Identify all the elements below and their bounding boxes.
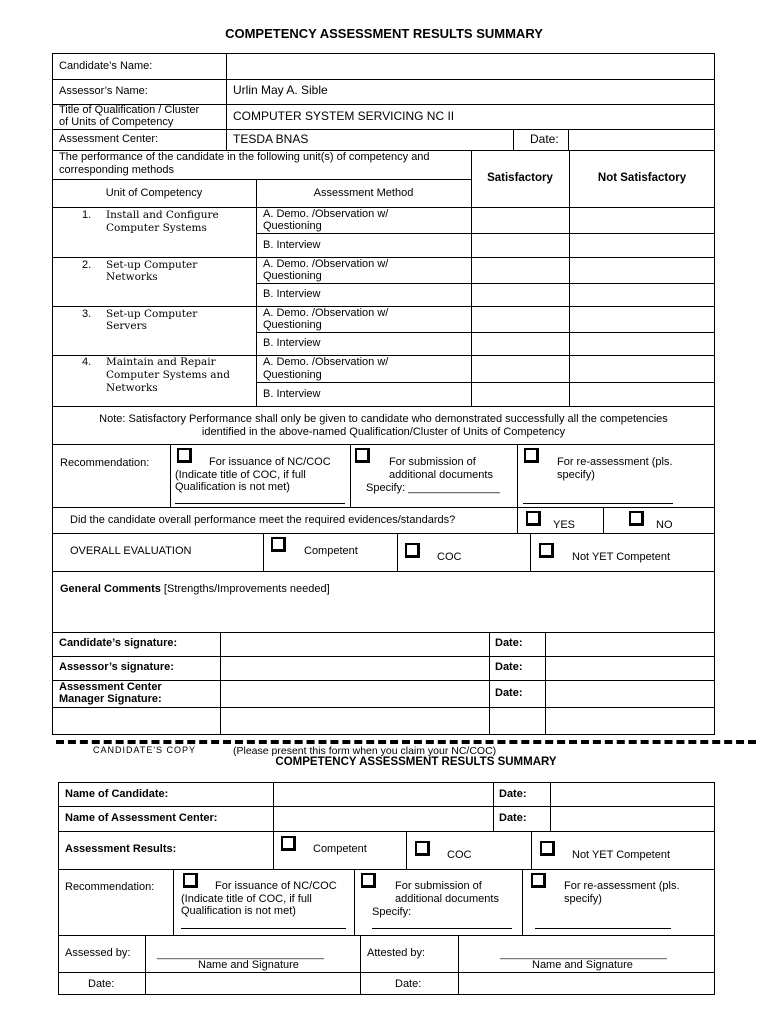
unit-2-num: 2. bbox=[82, 259, 92, 271]
method-a-4-q: Questioning bbox=[263, 369, 322, 381]
page-title: COMPETENCY ASSESSMENT RESULTS SUMMARY bbox=[225, 26, 543, 41]
issuance-text-3: Qualification is not met) bbox=[175, 481, 290, 493]
method-a-3-q: Questioning bbox=[263, 319, 322, 331]
copy-submission-checkbox[interactable] bbox=[361, 873, 376, 888]
copy-date-1: Date: bbox=[499, 788, 527, 800]
general-comments-bold: General Comments bbox=[60, 583, 161, 595]
coc-label: COC bbox=[437, 551, 462, 563]
col-method: Assessment Method bbox=[313, 187, 414, 199]
copy-coc-label: COC bbox=[447, 849, 472, 861]
attested-by-label: Attested by: bbox=[367, 947, 426, 959]
center-label: Assessment Center: bbox=[59, 133, 159, 145]
copy-date-attested: Date: bbox=[395, 978, 422, 990]
method-a-2-q: Questioning bbox=[263, 270, 322, 282]
assessed-by-label: Assessed by: bbox=[65, 947, 131, 959]
copy-date-2: Date: bbox=[499, 812, 527, 824]
issuance-text-2: (Indicate title of COC, if full bbox=[175, 469, 306, 481]
date-label: Date: bbox=[530, 132, 559, 146]
attested-by-line[interactable]: ______________________________ bbox=[500, 949, 667, 960]
method-a-2: A. Demo. /Observation w/ bbox=[263, 258, 389, 270]
evidence-question: Did the candidate overall performance meet the required evidences/standards? bbox=[70, 514, 456, 526]
copy-issuance-text-1: For issuance of NC/COC bbox=[215, 880, 337, 892]
method-a-3: A. Demo. /Observation w/ bbox=[263, 307, 389, 319]
coc-checkbox[interactable] bbox=[405, 543, 420, 558]
copy-reassess-text-1: For re-assessment (pls. bbox=[564, 880, 680, 892]
copy-coc-checkbox[interactable] bbox=[415, 841, 430, 856]
performance-text-2: corresponding methods bbox=[59, 164, 174, 176]
copy-submission-text-2: additional documents bbox=[395, 893, 499, 905]
assessed-by-line[interactable]: ______________________________ bbox=[157, 949, 324, 960]
method-a-1: A. Demo. /Observation w/ bbox=[263, 208, 389, 220]
candidate-signature-label: Candidate’s signature: bbox=[59, 637, 178, 649]
note-text-2: identified in the above-named Qualification/Cluster of Units of Competency bbox=[201, 426, 566, 438]
candidate-name-label: Candidate’s Name: bbox=[59, 60, 153, 72]
manager-signature-label-2: Manager Signature: bbox=[59, 693, 162, 705]
copy-recommendation-label: Recommendation: bbox=[65, 881, 155, 893]
method-b-4: B. Interview bbox=[263, 388, 321, 400]
candidates-copy-label: CANDIDATE'S COPY bbox=[93, 745, 197, 755]
performance-text: The performance of the candidate in the following unit(s) of competency and bbox=[59, 151, 430, 163]
unit-2-line-1: Set-up Computer bbox=[106, 259, 198, 271]
present-note: (Please present this form when you claim your NC/COC) bbox=[233, 745, 497, 757]
submission-text-3[interactable]: Specify: _______________ bbox=[366, 482, 500, 494]
qualification-label: Title of Qualification / Cluster bbox=[59, 104, 200, 116]
col-not-satisfactory: Not Satisfactory bbox=[597, 172, 687, 184]
qualification-value[interactable]: COMPUTER SYSTEM SERVICING NC II bbox=[233, 109, 455, 123]
assessor-name-value[interactable]: Urlin May A. Sible bbox=[233, 83, 328, 97]
copy-name-center: Name of Assessment Center: bbox=[65, 812, 218, 824]
copy-results-label: Assessment Results: bbox=[65, 843, 177, 855]
reassess-text-1: For re-assessment (pls. bbox=[557, 456, 673, 468]
unit-3-line-2: Servers bbox=[106, 320, 147, 332]
reassess-text-2: specify) bbox=[557, 469, 595, 481]
copy-date-assessed: Date: bbox=[88, 978, 115, 990]
note-text: Note: Satisfactory Performance shall only be given to candidate who demonstrated successfully all the competencies bbox=[99, 413, 668, 425]
unit-2-line-2: Networks bbox=[106, 271, 158, 283]
method-a-4: A. Demo. /Observation w/ bbox=[263, 356, 389, 368]
yes-label: YES bbox=[553, 519, 576, 531]
assessor-name-label: Assessor’s Name: bbox=[59, 85, 148, 97]
unit-1-line-1: Install and Configure bbox=[106, 209, 219, 221]
copy-competent-label: Competent bbox=[313, 843, 367, 855]
reassess-checkbox[interactable] bbox=[524, 448, 539, 463]
attested-by-caption: Name and Signature bbox=[532, 959, 633, 971]
unit-1-line-2: Computer Systems bbox=[106, 222, 207, 234]
copy-not-yet-label: Not YET Competent bbox=[572, 849, 671, 861]
cut-line bbox=[56, 740, 756, 744]
manager-signature-date: Date: bbox=[495, 687, 523, 699]
copy-issuance-text-2: (Indicate title of COC, if full bbox=[181, 893, 312, 905]
not-yet-label: Not YET Competent bbox=[572, 551, 671, 563]
no-checkbox[interactable] bbox=[629, 511, 644, 526]
method-b-2: B. Interview bbox=[263, 288, 321, 300]
competent-checkbox[interactable] bbox=[271, 537, 286, 552]
submission-checkbox[interactable] bbox=[355, 448, 370, 463]
unit-3-line-1: Set-up Computer bbox=[106, 308, 198, 320]
submission-text-2: additional documents bbox=[389, 469, 493, 481]
unit-4-num: 4. bbox=[82, 356, 92, 368]
copy-competent-checkbox[interactable] bbox=[281, 836, 296, 851]
submission-text-1: For submission of bbox=[389, 456, 476, 468]
method-b-1: B. Interview bbox=[263, 239, 321, 251]
unit-4-line-2: Computer Systems and bbox=[106, 369, 230, 381]
copy-not-yet-checkbox[interactable] bbox=[540, 841, 555, 856]
copy-issuance-text-3: Qualification is not met) bbox=[181, 905, 296, 917]
issuance-text-1: For issuance of NC/COC bbox=[209, 456, 331, 468]
unit-4-line-1: Maintain and Repair bbox=[106, 356, 216, 368]
copy-name-candidate: Name of Candidate: bbox=[65, 788, 169, 800]
copy-reassess-text-2: specify) bbox=[564, 893, 602, 905]
col-unit: Unit of Competency bbox=[105, 187, 203, 199]
copy-submission-text-3[interactable]: Specify: bbox=[372, 906, 412, 918]
competent-label: Competent bbox=[304, 545, 358, 557]
assessed-by-caption: Name and Signature bbox=[198, 959, 299, 971]
qualification-label-2: of Units of Competency bbox=[59, 116, 174, 128]
candidate-signature-date: Date: bbox=[495, 637, 523, 649]
general-comments-label bbox=[60, 583, 330, 596]
method-b-3: B. Interview bbox=[263, 337, 321, 349]
copy-issuance-checkbox[interactable] bbox=[183, 873, 198, 888]
copy-reassess-checkbox[interactable] bbox=[531, 873, 546, 888]
overall-label: OVERALL EVALUATION bbox=[70, 545, 192, 557]
assessor-signature-date: Date: bbox=[495, 661, 523, 673]
manager-signature-label: Assessment Center bbox=[59, 681, 162, 693]
unit-1-num: 1. bbox=[82, 209, 92, 221]
assessor-signature-label: Assessor’s signature: bbox=[59, 661, 174, 673]
method-a-1-q: Questioning bbox=[263, 220, 322, 232]
issuance-checkbox[interactable] bbox=[177, 448, 192, 463]
not-yet-checkbox[interactable] bbox=[539, 543, 554, 558]
col-satisfactory: Satisfactory bbox=[487, 172, 553, 184]
copy-title: COMPETENCY ASSESSMENT RESULTS SUMMARY bbox=[275, 756, 557, 768]
yes-checkbox[interactable] bbox=[526, 511, 541, 526]
center-value[interactable]: TESDA BNAS bbox=[233, 132, 309, 146]
general-comments-rest: [Strengths/Improvements needed] bbox=[160, 583, 330, 595]
no-label: NO bbox=[656, 519, 673, 531]
unit-4-line-3: Networks bbox=[106, 382, 158, 394]
copy-submission-text-1: For submission of bbox=[395, 880, 482, 892]
recommendation-label: Recommendation: bbox=[60, 457, 150, 469]
unit-3-num: 3. bbox=[82, 308, 92, 320]
